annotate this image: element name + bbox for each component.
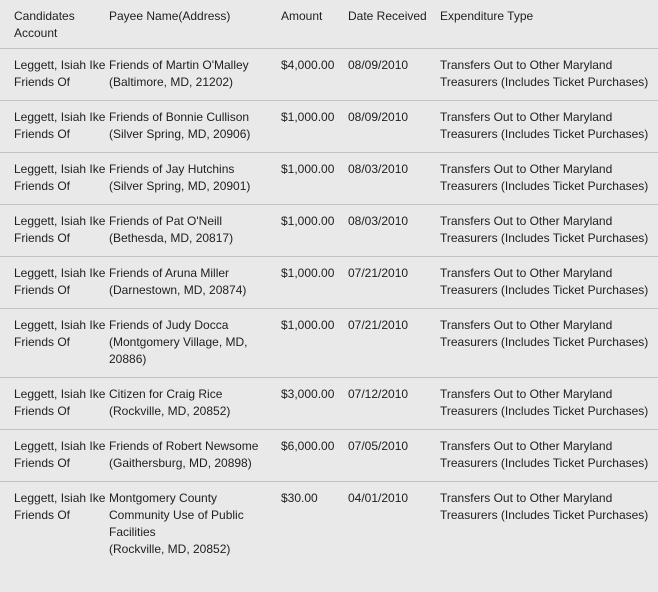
payee-name: Friends of Pat O'Neill [109, 214, 222, 228]
amount-cell: $1,000.00 [281, 318, 335, 332]
date-cell: 07/05/2010 [348, 439, 409, 453]
account-cell: Leggett, Isiah Ike Friends Of [14, 110, 106, 141]
payee-name: Friends of Jay Hutchins [109, 162, 235, 176]
type-cell: Transfers Out to Other Maryland Treasurers (Includes Ticket Purchases) [440, 58, 649, 89]
account-cell: Leggett, Isiah Ike Friends Of [14, 162, 106, 193]
payee-address: (Gaithersburg, MD, 20898) [109, 456, 252, 470]
date-cell: 08/09/2010 [348, 110, 409, 124]
payee-name: Friends of Judy Docca [109, 318, 229, 332]
type-cell: Transfers Out to Other Maryland Treasurers (Includes Ticket Purchases) [440, 387, 649, 418]
table-row [0, 430, 658, 482]
amount-cell: $1,000.00 [281, 266, 335, 280]
date-cell: 04/01/2010 [348, 491, 409, 505]
table-row [0, 309, 658, 378]
payee-address: (Rockville, MD, 20852) [109, 404, 231, 418]
payee-name: Citizen for Craig Rice [109, 387, 223, 401]
payee-cell [109, 153, 281, 205]
payee-cell [109, 378, 281, 430]
payee-address: (Baltimore, MD, 21202) [109, 75, 234, 89]
table-row [0, 205, 658, 257]
payee-name: Montgomery County Community Use of Public Facilities [109, 491, 244, 539]
account-cell: Leggett, Isiah Ike Friends Of [14, 491, 106, 522]
amount-cell: $30.00 [281, 491, 318, 505]
type-cell: Transfers Out to Other Maryland Treasurers (Includes Ticket Purchases) [440, 266, 649, 297]
account-cell: Leggett, Isiah Ike Friends Of [14, 214, 106, 245]
table-row [0, 378, 658, 430]
table-row [0, 153, 658, 205]
payee-name: Friends of Aruna Miller [109, 266, 230, 280]
payee-cell [109, 257, 281, 309]
payee-cell [109, 482, 281, 568]
amount-cell: $1,000.00 [281, 110, 335, 124]
header-account: Candidates Account [14, 9, 75, 40]
table-row [0, 101, 658, 153]
type-cell: Transfers Out to Other Maryland Treasurers (Includes Ticket Purchases) [440, 318, 649, 349]
date-cell: 07/12/2010 [348, 387, 409, 401]
type-cell: Transfers Out to Other Maryland Treasurers (Includes Ticket Purchases) [440, 439, 649, 470]
type-cell: Transfers Out to Other Maryland Treasurers (Includes Ticket Purchases) [440, 162, 649, 193]
header-date: Date Received [348, 9, 427, 23]
amount-cell: $4,000.00 [281, 58, 335, 72]
amount-cell: $1,000.00 [281, 214, 335, 228]
payee-cell [109, 101, 281, 153]
type-cell: Transfers Out to Other Maryland Treasurers (Includes Ticket Purchases) [440, 110, 649, 141]
header-type: Expenditure Type [440, 9, 534, 23]
account-cell: Leggett, Isiah Ike Friends Of [14, 266, 106, 297]
header-amount: Amount [281, 9, 323, 23]
table-row [0, 482, 658, 568]
table-row [0, 257, 658, 309]
account-cell: Leggett, Isiah Ike Friends Of [14, 318, 106, 349]
payee-name: Friends of Martin O'Malley [109, 58, 249, 72]
type-cell: Transfers Out to Other Maryland Treasurers (Includes Ticket Purchases) [440, 214, 649, 245]
date-cell: 08/03/2010 [348, 214, 409, 228]
payee-name: Friends of Bonnie Cullison [109, 110, 250, 124]
payee-address: (Montgomery Village, MD, 20886) [109, 335, 248, 366]
date-cell: 08/03/2010 [348, 162, 409, 176]
date-cell: 07/21/2010 [348, 318, 409, 332]
type-cell: Transfers Out to Other Maryland Treasurers (Includes Ticket Purchases) [440, 491, 649, 522]
table-row [0, 49, 658, 101]
header-payee: Payee Name(Address) [109, 9, 231, 23]
payee-address: (Darnestown, MD, 20874) [109, 283, 247, 297]
payee-cell [109, 49, 281, 101]
payee-address: (Bethesda, MD, 20817) [109, 231, 234, 245]
payee-cell [109, 309, 281, 378]
payee-address: (Silver Spring, MD, 20906) [109, 127, 251, 141]
amount-cell: $3,000.00 [281, 387, 335, 401]
header-row [0, 0, 658, 49]
account-cell: Leggett, Isiah Ike Friends Of [14, 58, 106, 89]
date-cell: 08/09/2010 [348, 58, 409, 72]
account-cell: Leggett, Isiah Ike Friends Of [14, 439, 106, 470]
amount-cell: $6,000.00 [281, 439, 335, 453]
payee-cell [109, 205, 281, 257]
payee-address: (Rockville, MD, 20852) [109, 542, 231, 556]
amount-cell: $1,000.00 [281, 162, 335, 176]
date-cell: 07/21/2010 [348, 266, 409, 280]
payee-name: Friends of Robert Newsome [109, 439, 259, 453]
payee-cell [109, 430, 281, 482]
payee-address: (Silver Spring, MD, 20901) [109, 179, 251, 193]
account-cell: Leggett, Isiah Ike Friends Of [14, 387, 106, 418]
